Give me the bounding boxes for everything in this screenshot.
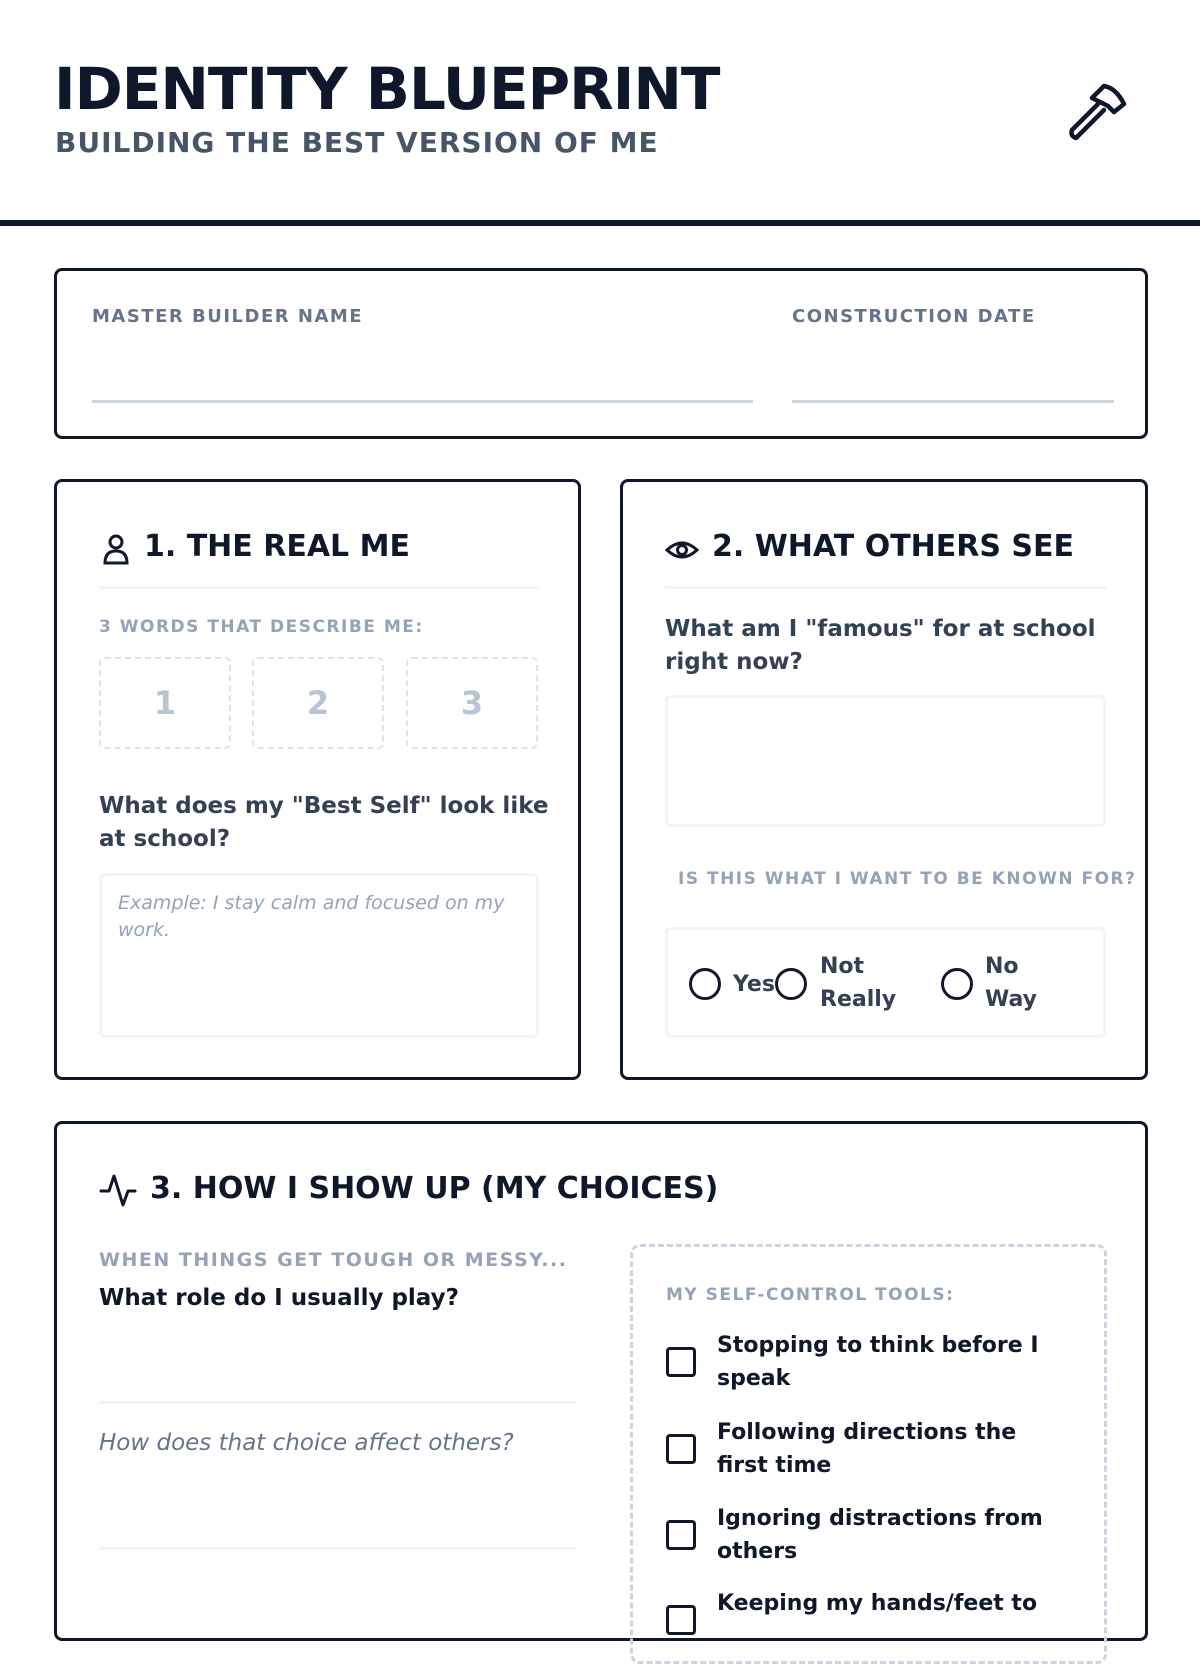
page-header [0, 0, 1200, 226]
radio-no-way-label: No Way [985, 954, 1037, 1012]
known-for-options [665, 927, 1106, 1038]
tool-checkbox-3[interactable] [666, 1520, 696, 1550]
activity-icon [99, 1171, 137, 1209]
word-box-3[interactable]: 3 [406, 657, 538, 749]
page-subtitle: BUILDING THE BEST VERSION OF ME [55, 126, 659, 159]
tool-label-4: Keeping my hands/feet to [717, 1591, 1038, 1616]
known-for-label: IS THIS WHAT I WANT TO BE KNOWN FOR? [678, 869, 1137, 889]
hammer-icon [1064, 78, 1132, 146]
section-how-i-show-up [54, 1121, 1148, 1641]
tool-checkbox-1[interactable] [666, 1347, 696, 1377]
best-self-placeholder: Example: I stay calm and focused on my work. [118, 892, 505, 941]
word-box-2[interactable]: 2 [252, 657, 384, 749]
best-self-answer-box[interactable] [99, 873, 539, 1038]
construction-date-label: CONSTRUCTION DATE [792, 306, 1036, 327]
builder-name-field[interactable] [92, 400, 753, 403]
builder-name-label: MASTER BUILDER NAME [92, 306, 364, 327]
self-control-tools-label: MY SELF-CONTROL TOOLS: [666, 1285, 955, 1305]
famous-question: What am I "famous" for at school right now? [665, 616, 1096, 675]
section-title-real-me: 1. THE REAL ME [144, 529, 410, 564]
best-self-question: What does my "Best Self" look like at school? [99, 793, 549, 852]
tool-label-3: Ignoring distractions from others [717, 1506, 1043, 1564]
eye-icon [665, 538, 699, 562]
radio-not-really[interactable] [775, 968, 807, 1000]
tool-checkbox-4[interactable] [666, 1605, 696, 1635]
word-box-1[interactable]: 1 [99, 657, 231, 749]
role-answer-line[interactable] [99, 1401, 576, 1404]
section-real-me [54, 479, 581, 1080]
role-question: What role do I usually play? [99, 1285, 459, 1311]
radio-not-really-label: Not Really [820, 954, 897, 1012]
section-divider [99, 586, 539, 589]
self-control-tools-box [630, 1244, 1107, 1664]
affect-question: How does that choice affect others? [99, 1430, 514, 1456]
tool-label-1: Stopping to think before I speak [717, 1333, 1039, 1391]
tool-checkbox-2[interactable] [666, 1434, 696, 1464]
construction-date-field[interactable] [792, 400, 1114, 403]
tool-label-2: Following directions the first time [717, 1420, 1017, 1478]
tough-times-label: WHEN THINGS GET TOUGH OR MESSY... [99, 1249, 568, 1271]
radio-yes[interactable] [689, 968, 721, 1000]
section-title-what-others-see: 2. WHAT OTHERS SEE [712, 529, 1075, 564]
affect-answer-line[interactable] [99, 1547, 576, 1550]
radio-yes-label: Yes [733, 972, 775, 997]
section-title-how-i-show-up: 3. HOW I SHOW UP (MY CHOICES) [150, 1171, 719, 1206]
three-words-label: 3 WORDS THAT DESCRIBE ME: [99, 617, 424, 637]
builder-info-card [54, 268, 1148, 439]
section-divider [665, 586, 1106, 589]
famous-answer-box[interactable] [665, 695, 1106, 827]
page-title: IDENTITY BLUEPRINT [54, 55, 720, 123]
user-icon [103, 534, 129, 564]
section-what-others-see [620, 479, 1148, 1080]
radio-no-way[interactable] [941, 968, 973, 1000]
